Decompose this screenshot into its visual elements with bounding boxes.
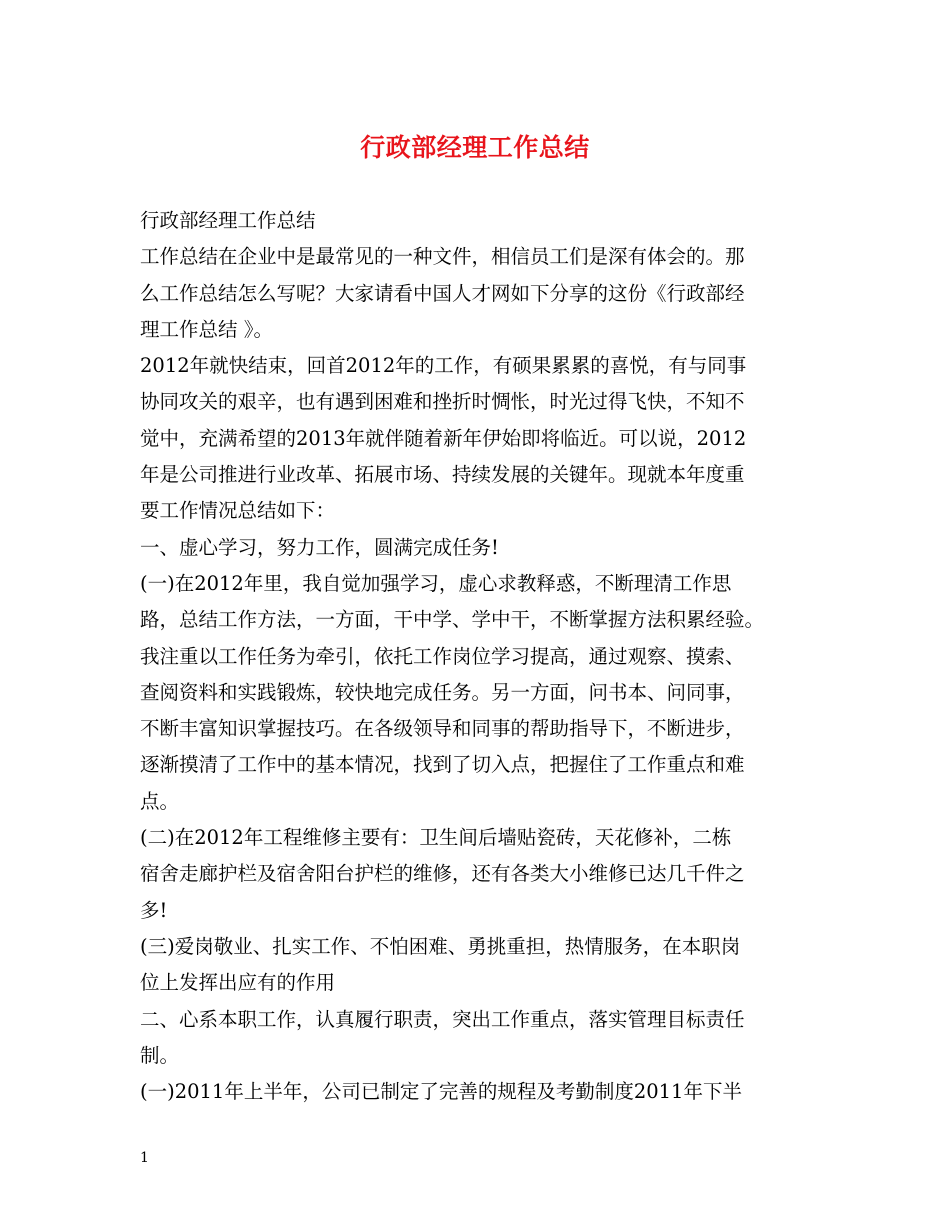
text-line: 年是公司推进行业改革、拓展市场、持续发展的关键年。现就本年度重 <box>140 463 745 487</box>
text-line: (二)在2012年工程维修主要有：卫生间后墙贴瓷砖，天花修补，二栋 <box>140 826 732 850</box>
text-line: 不断丰富知识掌握技巧。在各级领导和同事的帮助指导下，不断进步， <box>140 717 745 741</box>
section-heading: 一、虚心学习，努力工作，圆满完成任务! <box>140 535 499 559</box>
page-number: 1 <box>140 1150 149 1166</box>
section-heading: 二、心系本职工作，认真履行职责，突出工作重点，落实管理目标责任 <box>140 1007 745 1031</box>
text-line: 逐渐摸清了工作中的基本情况，找到了切入点，把握住了工作重点和难 <box>140 753 745 777</box>
text-line: 点。 <box>140 789 180 813</box>
text-line: 理工作总结 》。 <box>140 317 273 341</box>
text-line: 多! <box>140 898 168 922</box>
text-line: 路，总结工作方法，一方面，干中学、学中干，不断掌握方法积累经验。 <box>140 608 765 632</box>
text-line: 么工作总结怎么写呢？大家请看中国人才网如下分享的这份《行政部经 <box>140 281 745 305</box>
text-line: 2012年就快结束，回首2012年的工作，有硕果累累的喜悦，有与同事 <box>140 354 747 378</box>
text-line: 要工作情况总结如下： <box>140 499 336 523</box>
text-line: 查阅资料和实践锻炼，较快地完成任务。另一方面，问书本、问同事， <box>140 680 745 704</box>
page-title: 行政部经理工作总结 <box>360 133 590 162</box>
text-line: 工作总结在企业中是最常见的一种文件，相信员工们是深有体会的。那 <box>140 245 745 269</box>
text-line: (三)爱岗敬业、扎实工作、不怕困难、勇挑重担，热情服务，在本职岗 <box>140 934 741 958</box>
text-line: (一)在2012年里，我自觉加强学习，虚心求教释惑，不断理清工作思 <box>140 571 732 595</box>
text-line: 觉中，充满希望的2013年就伴随着新年伊始即将临近。可以说，2012 <box>140 426 747 450</box>
text-line: 协同攻关的艰辛，也有遇到困难和挫折时惆怅，时光过得飞快，不知不 <box>140 390 745 414</box>
text-line: 宿舍走廊护栏及宿舍阳台护栏的维修，还有各类大小维修已达几千件之 <box>140 862 745 886</box>
text-line: 行政部经理工作总结 <box>140 209 316 232</box>
document-body <box>140 203 830 1110</box>
text-line: 位上发挥出应有的作用 <box>140 971 336 995</box>
text-line: 我注重以工作任务为牵引，依托工作岗位学习提高，通过观察、摸索、 <box>140 644 745 668</box>
text-line: (一)2011年上半年，公司已制定了完善的规程及考勤制度2011年下半 <box>140 1080 742 1104</box>
text-line: 制。 <box>140 1043 180 1067</box>
